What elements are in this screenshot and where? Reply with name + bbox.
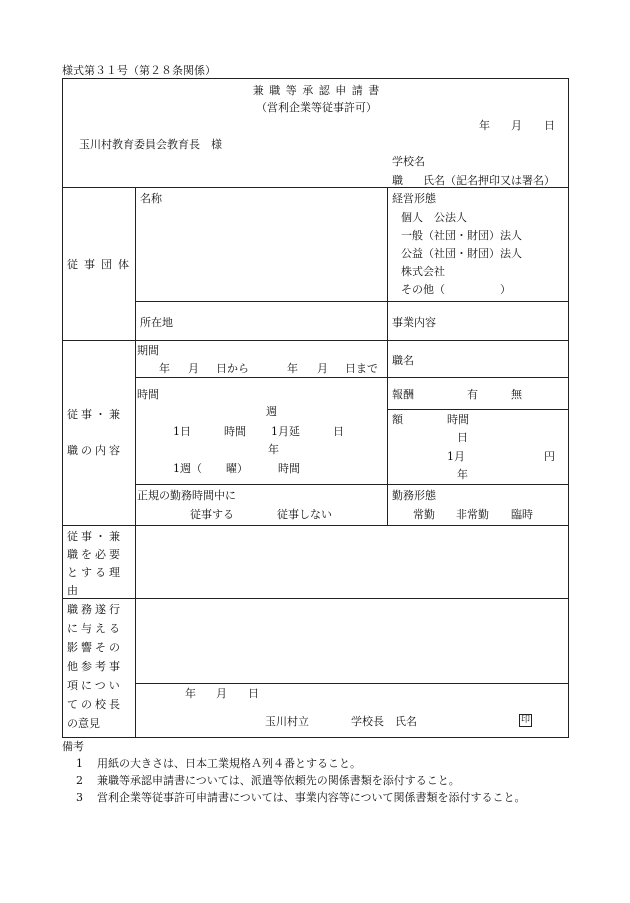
- opinion-label-7: の意見: [67, 717, 100, 730]
- opinion-label-4: 他参考事: [67, 660, 123, 673]
- work-form-label: 勤務形態: [392, 489, 436, 502]
- amount-month: 1月: [447, 450, 465, 463]
- period-year2: 年: [287, 362, 298, 375]
- date-year: 年: [479, 119, 490, 132]
- principal-name-label: 学校長 氏名: [351, 715, 417, 728]
- management-option-2: 一般（社団・財団）法人: [401, 229, 522, 242]
- seal-icon: 印: [520, 715, 530, 725]
- hours-unit: 時間: [224, 425, 246, 438]
- opinion-label-1: 職務遂行: [67, 603, 123, 616]
- opinion-year: 年: [185, 687, 196, 700]
- opinion-label-2: に与える: [67, 622, 123, 635]
- pay-yes: 有: [467, 388, 478, 401]
- opinion-label-5: 項につい: [67, 679, 123, 692]
- reason-label-2: 職を必要: [67, 548, 123, 561]
- full-time: 常勤: [413, 508, 435, 521]
- opinion-day: 日: [248, 687, 259, 700]
- amount-label: 額: [392, 413, 403, 426]
- period-month: 月: [188, 362, 199, 375]
- temporary: 臨時: [511, 508, 533, 521]
- hours-unit2: 時間: [278, 462, 300, 475]
- business-label: 事業内容: [392, 316, 436, 329]
- reason-label-4: 由: [67, 584, 78, 597]
- note-3-text: 営利企業等従事許可申請書については、事業内容等について関係書類を添付すること。: [97, 791, 526, 804]
- note-3-num: 3: [76, 791, 83, 804]
- village-name: 玉川村立: [265, 715, 309, 728]
- position-label: 職: [392, 174, 403, 187]
- form-title: 兼 職 等 承 認 申 請 書: [252, 84, 381, 97]
- addressee: 玉川村教育委員会教育長 様: [79, 138, 222, 151]
- period-month2: 月: [317, 362, 328, 375]
- note-2-text: 兼職等承認申請書については、派遣等依頼先の関係書類を添付すること。: [97, 774, 460, 787]
- org-name-label: 名称: [140, 192, 162, 205]
- management-option-4: 株式会社: [401, 265, 445, 278]
- period-year: 年: [159, 362, 170, 375]
- opinion-label-6: ての校長: [67, 698, 123, 711]
- one-week: 1週（: [173, 462, 202, 475]
- address-label: 所在地: [140, 316, 173, 329]
- day-unit: 日: [333, 425, 344, 438]
- date-month: 月: [511, 119, 522, 132]
- organization-section-label: 従事団体: [67, 258, 135, 271]
- pay-no: 無: [511, 388, 522, 401]
- school-name-label: 学校名: [392, 155, 425, 168]
- note-1-text: 用紙の大きさは、日本工業規格Ａ列４番とすること。: [97, 757, 361, 770]
- reason-label-3: とする理: [67, 566, 123, 579]
- management-option-1: 個人 公法人: [401, 211, 467, 224]
- opinion-month: 月: [216, 687, 227, 700]
- amount-yen: 円: [544, 450, 555, 463]
- period-label: 期間: [137, 344, 159, 357]
- form-subtitle: （営利企業等従事許可）: [256, 101, 377, 114]
- management-option-5: その他（ ）: [401, 283, 511, 296]
- part-time: 非常勤: [456, 508, 489, 521]
- date-day: 日: [544, 119, 555, 132]
- form-number: 様式第３１号（第２８条関係）: [62, 64, 216, 77]
- engage: 従事する: [190, 508, 234, 521]
- name-label: 氏名（記名押印又は署名）: [423, 174, 555, 187]
- notes-header: 備考: [62, 740, 84, 753]
- one-day: 1日: [173, 425, 191, 438]
- note-2-num: 2: [76, 774, 83, 787]
- weekday: 曜）: [226, 462, 248, 475]
- reason-label-1: 従事・兼: [67, 530, 123, 543]
- duty-section-label-2: 職の内容: [67, 444, 123, 457]
- amount-day: 日: [457, 431, 468, 444]
- pay-label: 報酬: [392, 388, 414, 401]
- year-unit: 年: [268, 443, 279, 456]
- application-form: [62, 78, 569, 738]
- week: 週: [266, 405, 277, 418]
- management-option-3: 公益（社団・財団）法人: [401, 247, 522, 260]
- amount-year: 年: [457, 468, 468, 481]
- amount-hour: 時間: [447, 413, 469, 426]
- period-from: 日から: [216, 362, 249, 375]
- regular-hours-label: 正規の勤務時間中に: [137, 489, 236, 502]
- duty-section-label-1: 従事・兼: [67, 408, 123, 421]
- month-total: 1月延: [271, 425, 300, 438]
- note-1-num: 1: [76, 757, 83, 770]
- not-engage: 従事しない: [277, 508, 332, 521]
- opinion-label-3: 影響その: [67, 641, 123, 654]
- hours-label: 時間: [137, 388, 159, 401]
- management-form-label: 経営形態: [392, 192, 436, 205]
- position-title-label: 職名: [392, 354, 414, 367]
- period-until: 日まで: [345, 362, 378, 375]
